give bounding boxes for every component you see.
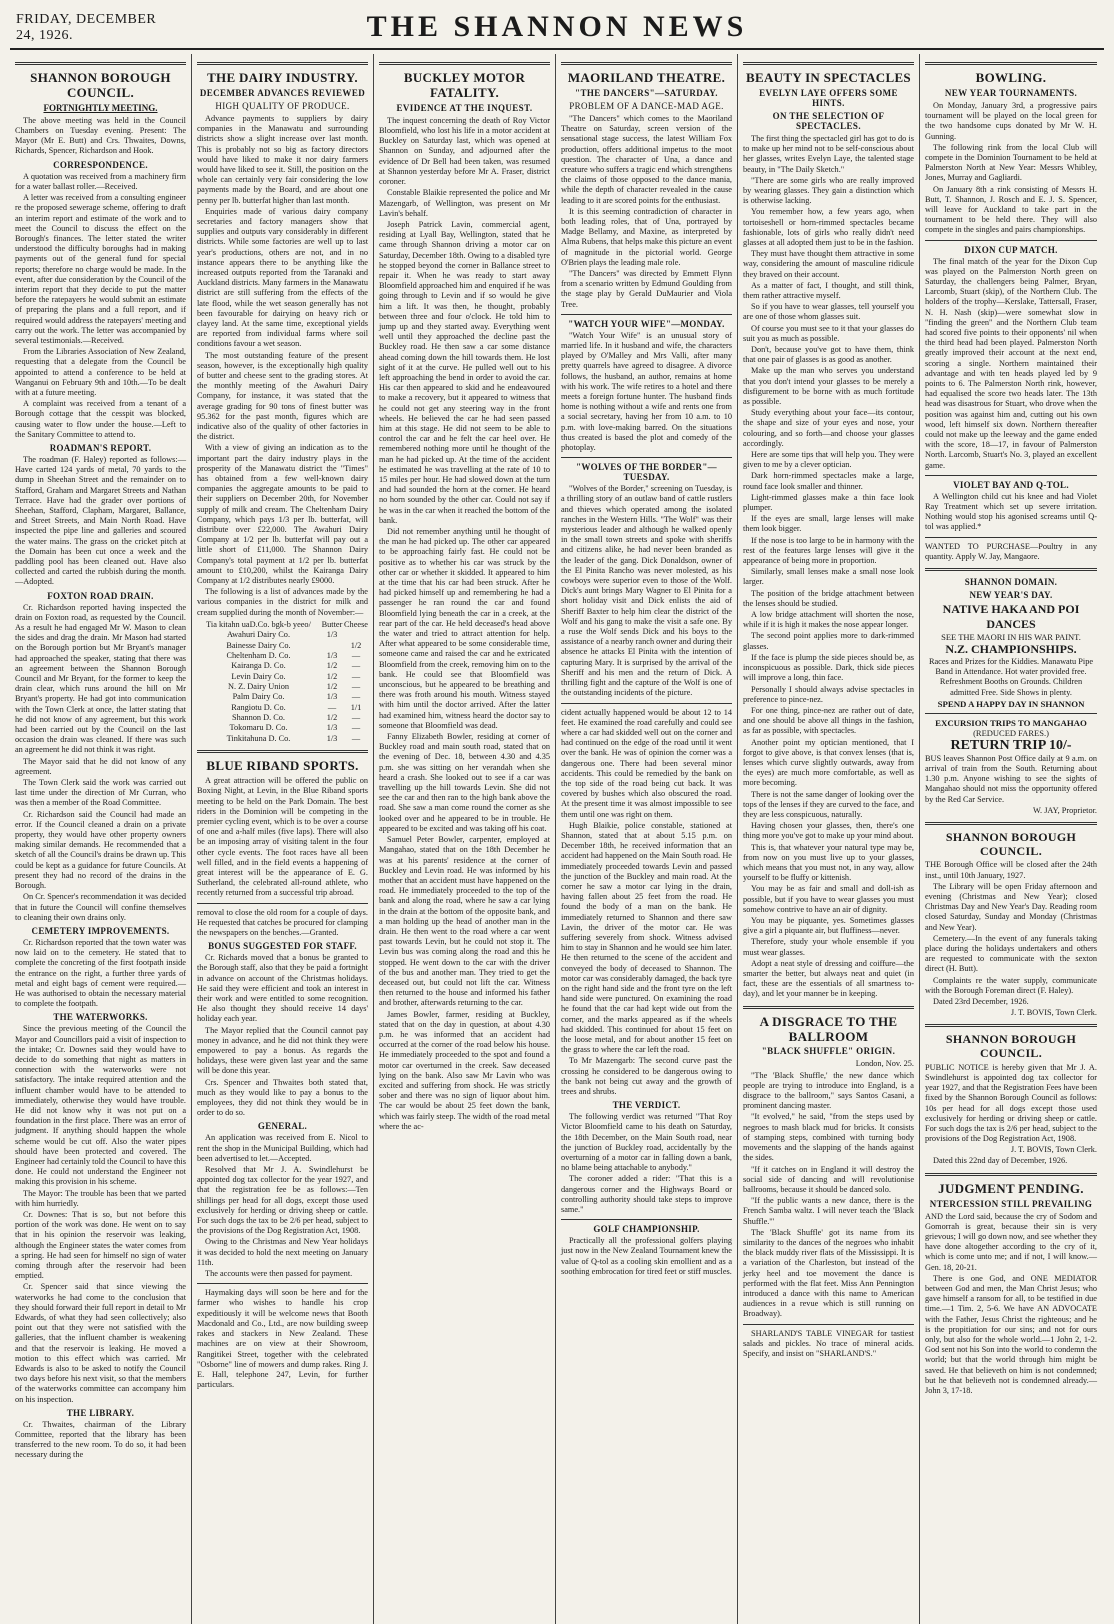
paragraph: Crs. Spencer and Thwaites both stated that, much as they would like to pay a bonus to the employees, they did not think they would be in order to do so. <box>197 1077 368 1118</box>
paragraph: The 'Black Shuffle' got its name from its similarity to the dances of the negroes who inhabit the black muddy river flats of the Mississippi. It is a variation of the Charleston, but instead of the jerky heel and toe movement the dance is performed with the flat feet. Miss Ann Pennington introduced a dance with this name to American audiences in a revue which is still running on Broadway). <box>743 1227 914 1319</box>
advance-table <box>197 620 368 744</box>
paragraph: The accounts were then passed for payment. <box>205 1269 353 1279</box>
table-cell: N. Z. Dairy Union <box>227 682 290 692</box>
paragraph: "There are some girls who are really improved by wearing glasses. They gain a distinction which is otherwise lacking. <box>743 175 914 206</box>
table-header-cell: Cheese <box>344 619 368 629</box>
dateline: London, Nov. 25. <box>855 1059 914 1069</box>
signature: J. T. BOVIS, Town Clerk. <box>1010 1145 1097 1155</box>
article-headline: BLUE RIBAND SPORTS. <box>206 758 359 774</box>
paragraph: As a matter of fact, I thought, and still think, them rather attractive myself. <box>743 280 914 300</box>
paragraph: You may be as fair and small and doll-ish as possible, but if you have to wear glasses you must somehow contrive to have an air of dignity. <box>743 884 914 914</box>
section-heading: VIOLET BAY AND Q-TOL. <box>953 479 1069 490</box>
paragraph: The roadman (F. Haley) reported as follows:—Have carted 124 yards of metal, 70 yards to the dump in Sheehan Street and the remainder on to Stafford, Graham and Margaret Streets and Nathan Terrace. Have had the grader over portions of Sheehan, Stafford, Clapham, Margaret, Ballance, and Street Streets, and Main North Road. Have inspected the pipe line and galleries and scoured the water mains. The grass on the cricket pitch at the Domain has been cut once a week and the paddling pool has been cleaned out. Have also collected and carted the rubbish during the month.—Adopted. <box>15 454 186 587</box>
column-5 <box>738 54 920 1624</box>
paragraph: The final match of the year for the Dixon Cup was played on the Palmerston North green on Saturday, the challengers being Palmer, Bryan, Larcomb, Stuart (skip), of the Northern Club. The holders of the trophy—Kerslake, Tattersall, Fraser, N. H. Nash (skip)—were somewhat slow in "finding the green" and the Northern Club team had scored five points to their opponents' nil when the third head had been played. Palmerston North greatly improved their account at the next end, scoring a single. Northern maintained their advantage and with ten heads played led by 9 points to 6. The Palmerston North rink, however, had equalised the score two heads later. The 13th head was disastrous for Stuart, who drove when the position was against him and, cutting out his own wood, left himself six down. Northern thereafter could not make up the leeway and the game ended with the score, 18—17, in favour of Palmerston North. Larcomb, Stuart's No. 3, played an excellent game. <box>925 256 1097 470</box>
table-row <box>197 692 368 702</box>
section-heading: SHANNON DOMAIN. <box>964 577 1058 588</box>
divider <box>925 1024 1097 1027</box>
paragraph: A letter was received from a consulting engineer re the proposed sewerage scheme, offering to draft an interim report and estimate of the work and to meet the Council to discuss the effect on the Borough's finances. The letter stated the writer understood the difficulty boroughs had in making payments out of the general fund for special reports; therefore no charge would be made. In the event, after due consideration by the Council of the interim report that they decide to put the matter before the ratepayers he would submit an estimate of preparing the plans and a full report, and if required would address the ratepayers' meeting and carry out the work. The letter was accompanied by several testimonials.—Received. <box>15 193 186 345</box>
table-cell: — <box>351 692 361 702</box>
paragraph: The following verdict was returned "That Roy Victor Bloomfield came to his death on Saturday, the 18th December, on the Main South road, near the junction of Buckley road, accidentally by the overturning of a motor car in falling down a bank, no blame being attachable to anybody." <box>561 1112 732 1173</box>
table-row <box>197 703 368 713</box>
paragraph: For one thing, pince-nez are rather out of date, and one should be above all things in the fashion, as far as possible, with spectacles. <box>743 705 914 736</box>
table-cell: — <box>351 713 361 723</box>
article-headline: BEAUTY IN SPECTACLES <box>746 70 911 85</box>
section-heading: CORRESPONDENCE. <box>53 159 148 170</box>
paragraph: Here are some tips that will help you. They were given to me by a clever optician. <box>743 450 914 470</box>
table-cell: — <box>327 702 337 712</box>
article-subhead: HIGH QUALITY OF PRODUCE. <box>215 100 350 111</box>
table-cell: 1/3 <box>326 650 338 660</box>
divider <box>925 240 1097 241</box>
paragraph: If the face is plump the side pieces should be, as inconspicuous as possible. Dark, thick side pieces will improve a long, thin face. <box>743 652 914 683</box>
paragraph: Make up the man who serves you understand that you don't intend your glasses to be merely a disfigurement to be borne with as much fortitude as possible. <box>743 366 914 407</box>
paragraph: Dated 23rd December, 1926. <box>933 997 1029 1007</box>
table-row <box>197 661 368 671</box>
table-cell: — <box>351 661 361 671</box>
paragraph: "Wolves of the Border," screening on Tuesday, is a thrilling story of an outlaw band of cattle rustlers and thieves which operated among the isolated ranches in the Western Hills. "The Wolf" was their mysterious leader and although he walked openly in the small town streets and spoke with sheriffs and citizens alike, he had never been branded as the leader of the gang. Dick Donaldson, owner of the El Pinita Rancho was never molested, as his cowboys were superior even to those of the Wolf. Dick's aunt brings Mary Wagner to El Pinita for a short holiday visit and Dick enlists the aid of Sheriff Baxter to help him clear the district of the Wolf and his gang to make the visit a safe one. By a ruse the Wolf sends Dick and his boys to the assistance of a nearby ranch owner and during their absence he attacks El Pinita with the intention of capturing Mary. It is surprised by the arrival of the Sheriff and his men and the return of Dick. A thrilling fight and the capture of the Wolf is one of the outstanding incidents of the picture. <box>561 484 732 698</box>
paragraph: Did not remember anything until he thought of the man he had picked up. The other car appeared to be approaching fairly fast. He could not be positive as to whether his car was struck by the other car or whether it skidded. It appeared to him at the time that his car had been struck. After he had picked himself up and remembering he had a passenger he ran round the car and found Bloomfield lying beneath the car in a creek, at the rear part of the car. He held deceased's head above the water and tried to attract attention for help. After what appeared to be some considerable time, someone came and raised the car and he extricated Bloomfield from the creek, removing him on to the bank. He could see that Bloomfield was unconscious, but he appeared to be breathing and there was froth around his mouth. Witness stayed with him until the doctor arrived. After the latter had examined him, witness heard the doctor say to someone that Bloomfield was dead. <box>379 527 550 730</box>
table-cell: 1/1 <box>350 702 362 712</box>
paragraph: Similarly, small lenses make a small nose look larger. <box>743 567 914 587</box>
paragraph: You remember how, a few years ago, when tortoiseshell or horn-rimmed spectacles became fashionable, lots of girls who really didn't need glasses at all adopted them just to be in the fashion. <box>743 207 914 247</box>
article-subhead: "BLACK SHUFFLE" ORIGIN. <box>761 1046 896 1057</box>
table-cell: Bainesse Dairy Co. <box>226 640 291 650</box>
section-heading: THE WATERWORKS. <box>53 1012 148 1023</box>
article-headline: BUCKLEY MOTOR FATALITY. <box>403 70 526 100</box>
divider <box>925 568 1097 571</box>
paragraph: If the nose is too large to be in harmony with the rest of the features large lenses will give it the appearance of being more in proportion. <box>743 535 914 566</box>
article-subhead: ON THE SELECTION OF SPECTACLES. <box>772 110 885 131</box>
paragraph: "If the public wants a new dance, there is the French Samba waltz. I will never teach the 'Black Shuffle.'" <box>743 1196 914 1226</box>
article-headline: MAORILAND THEATRE. <box>567 70 726 85</box>
paragraph: Cr. Richardson reported that the town water was now laid on to the cemetery. He stated that to complete the concreting of the first footpath inside the entrance on the right, a further three yards of metal and eight bags of cement were required.—He was authorised to obtain the necessary material to complete the footpath. <box>15 937 186 1009</box>
divider <box>197 1283 368 1284</box>
table-cell: — <box>351 733 361 743</box>
paragraph: Cr. Downes: That is so, but not before this portion of the work was done. He went on to say that in his opinion the reservoir was leaking, although the Engineer states the water comes from a spring. He had seen for himself no sign of water coming through after the reservoir had been emptied. <box>15 1209 186 1281</box>
section-heading: GOLF CHAMPIONSHIP. <box>593 1224 700 1235</box>
section-heading: ROADMAN'S REPORT. <box>49 442 152 453</box>
section-heading: DIXON CUP MATCH. <box>964 244 1058 255</box>
paragraph: Therefore, study your whole ensemble if you must wear glasses. <box>743 937 914 957</box>
paragraph: Practically all the professional golfers playing just now in the New Zealand Tournament knew the value of Q-tol as a cooling skin emollient and as a soothing embrocation for tired feet or stiff muscles. <box>561 1236 732 1276</box>
paragraph: They must have thought them attractive in some way, considering the amount of masculine ridicule they braved on their account. <box>743 249 914 279</box>
section-heading: "WOLVES OF THE BORDER"—TUESDAY. <box>576 462 717 483</box>
paragraph: You may be piquante, yes. Sometimes glasses give a girl a piquante air, but fluffiness—never. <box>743 915 914 936</box>
article-headline: SHANNON BOROUGH COUNCIL. <box>945 829 1077 858</box>
paragraph: The most outstanding feature of the present season, however, is the exceptionally high quality of butter and cheese sent to the grading stores. At the monthly meeting of the Awahuri Dairy Company, for instance, it was stated that the average grading for 90 tons of finest butter was 95.362 for the past month, figures which are indicative also of the quality of other factories in the district. <box>197 350 368 442</box>
divider <box>379 62 550 65</box>
paragraph: The coroner added a rider: "That this is a dangerous corner and the Highways Board or controlling authority should take steps to improve same." <box>561 1174 732 1215</box>
paragraph: The following is a list of advances made by the various companies in the district for milk and cream supplied during the month of November:— <box>197 587 368 617</box>
table-cell: Levin Dairy Co. <box>231 671 286 681</box>
article-subhead: "THE DANCERS"—SATURDAY. <box>575 87 718 98</box>
ad-headline: RETURN TRIP 10/- <box>950 737 1072 753</box>
paragraph: Haymaking days will soon be here and for the farmer who wishes to handle his crop expeditiously it will be welcome news that Booth Macdonald and Co., Ltd., are now building sweep rakes and stackers in New Zealand. These machines are on view at their Showroom, Rangitikei Street, together with the celebrated "Osborne" line of mowers and dump rakes. Ring J. E. Hall, telephone 247, Levin, for further particulars. <box>197 1288 368 1390</box>
paragraph: From the Libraries Association of New Zealand, requesting that a delegate from the Council be appointed to attend a conference to be held at Wanganui on February 9th and 10th.—To be dealt with at a future meeting. <box>15 347 186 397</box>
paragraph: The second point applies more to dark-rimmed glasses. <box>743 631 914 651</box>
table-cell <box>344 630 368 640</box>
paragraph: Since the previous meeting of the Council the Mayor and Councillors paid a visit of inspection to the intake; Cr. Downes said they would have to decide to do something that night as matters in connection with the waterworks were not satisfactory. The intake required attention and the influent chamber would have to be attended to immediately, otherwise they would have trouble. He did not know why it was not put on a foundation in the first place. There was an error of judgment. If anything should happen the whole scheme would be cut off. Also the water pipes should have been protected and covered. The Engineer had certainly told the Council to have this done. He could not understand the Engineer not making this provision in his scheme. <box>15 1024 186 1187</box>
column-6 <box>920 54 1102 1624</box>
paragraph: Fanny Elizabeth Bowler, residing at corner of Buckley road and main south road, stated that on the evening of Dec. 18, between 4.30 and 4.35 p.m. she was sitting on her verandah when she heard a crash. She looked out to see if a car was travelling up the hill towards Levin. She did not see the car and then ran to the high bank above the road. She saw a man come round the corner as she looked over and he appeared to be in trouble. He appeared to be excited and was taking off his coat. <box>379 732 550 833</box>
paragraph: Advance payments to suppliers by dairy companies in the Manawatu and surrounding districts show a slight increase over last month. This is probably not so big as factory directors would have liked to make it nor dairy farmers would have liked to see it. Still, the position on the whole can certainly very fair considering the low payments made by the Board, and are about one penny per lb. butterfat higher than last month. <box>197 113 368 205</box>
paragraph: Enquiries made of various dairy company secretaries and factory managers show that supplies and outputs vary considerably in different districts. While some factories are well up to last year's productions, others are not, and in no instance appears there to be anything like the increased outputs reported from the Taranaki and Auckland districts. Many farmers in the Manawatu district are still suffering from the effects of the late flood, while the wet season generally has not been favourable for dairying on heavy rich or clayey land. At the same time, exceptional yields are reported from individual farms where soil conditions favour a wet season. <box>197 206 368 349</box>
divider <box>561 703 732 704</box>
divider <box>925 62 1097 65</box>
paragraph: So if you have to wear glasses, tell yourself you are one of those whom glasses suit. <box>743 302 914 322</box>
article-headline: A DISGRACE TO THE BALLROOM <box>759 1013 898 1044</box>
divider <box>925 822 1097 825</box>
divider <box>743 1324 914 1325</box>
paragraph: A Wellington child cut his knee and had Violet Ray Treatment which set up severe irritation. Nothing would stop his agonised screams until Q-tol was applied.* <box>925 491 1097 532</box>
table-cell: 1/2 <box>326 671 338 681</box>
paragraph: A low bridge attachment will shorten the nose, while if it is high it makes the nose appear longer. <box>743 610 914 630</box>
divider <box>197 62 368 65</box>
paragraph: This is, that whatever your natural type may be, from now on you must live up to your glasses, which means that you must not, in any way, allow yourself to be fluffy or kittenish. <box>743 842 914 883</box>
article-subhead: DECEMBER ADVANCES REVIEWED <box>199 87 366 98</box>
paragraph: Samuel Peter Bowler, carpenter, employed at Mangahao, stated that on the 18th December he was at his parents' residence at the corner of Buckley and Levin road. He was informed by his mother that an accident must have happened on the road. He immediately proceeded to the top of the bank and along the road, where he saw a car lying in the drain at the bottom of the opposite bank, and a man holding up the head of another man in the drain. He then went to the road where a car went past towards Levin, but he could not stop it. The Levin bus was coming along the road and this he stopped. He went down to the car with the driver of the bus and another man. They tried to get the deceased out, but could not lift the car. Witness then returned to the house and informed his father and brother, afterwards returning to the car. <box>379 835 550 1008</box>
paragraph: Light-rimmed glasses make a thin face look plumper. <box>743 492 914 513</box>
table-cell: Rangiotu D. Co. <box>231 702 286 712</box>
paragraph: The Mayor replied that the Council cannot pay money in advance, and he did not think they were empowered to pay a bonus. As regards the holidays, these were given last year and the same will be done this year. <box>197 1025 368 1076</box>
classified-ad: WANTED TO PURCHASE—Poultry in any quantity. Apply W. Jay, Mangaore. <box>925 541 1097 561</box>
paragraph: Of course you must see to it that your glasses do suit you as much as possible. <box>743 323 914 343</box>
paragraph: AND the Lord said, because the cry of Sodom and Gomorrah is great, because their sin is very grievous; I will go down now, and see whether they have done altogether according to the cry of it, which is come unto me; and if not, I will know.—Gen. 18, 20-21. <box>925 1211 1097 1272</box>
paragraph: The above meeting was held in the Council Chambers on Tuesday evening. Present: The Mayor (Mr E. Butt) and Crs. Thwaites, Downs, Richards, Spencer, Richardson and Hook. <box>15 115 186 156</box>
divider <box>15 62 186 65</box>
table-cell: — <box>351 723 361 733</box>
article-headline: SHANNON BOROUGH COUNCIL. <box>30 70 171 100</box>
paragraph: If the eyes are small, large lenses will make them look bigger. <box>743 514 914 534</box>
paragraph: Owing to the Christmas and New Year holidays it was decided to hold the next meeting on January 11th. <box>197 1237 368 1267</box>
table-row <box>197 672 368 682</box>
signature: J. T. BOVIS, Town Clerk. <box>1010 1008 1097 1018</box>
paragraph: A complaint was received from a tenant of a Borough cottage that the cesspit was blocked, causing water to flow under the house.—Left to the Sanitary Committee to attend to. <box>15 399 186 439</box>
paragraph: Another point my optician mentioned, that I forgot to give above, is that convex lenses (that is, lenses which curve slightly outwards, away from the eyes) are much more comfortable, as well as more becoming. <box>743 737 914 788</box>
section-heading: BONUS SUGGESTED FOR STAFF. <box>208 941 357 952</box>
table-cell: — <box>351 682 361 692</box>
paragraph: An application was received from E. Nicol to rent the shop in the Municipal Building, which had been advertised to let.—Accepted. <box>197 1133 368 1163</box>
table-cell: 1/3 <box>326 733 338 743</box>
table-cell: Awahuri Dairy Co. <box>226 630 291 640</box>
paragraph: Dark horn-rimmed spectacles make a large, round face look smaller and thinner. <box>743 471 914 491</box>
table-cell: 1/3 <box>326 723 338 733</box>
article-subhead: NEW YEAR TOURNAMENTS. <box>944 87 1078 98</box>
article-subhead: EVIDENCE AT THE INQUEST. <box>396 102 533 113</box>
paragraph: "It evolved," he said, "from the steps used by negroes to mash black mud for bricks. It consists of stamping steps, combined with turning body movements and the slapping of the hands against the sides. <box>743 1112 914 1163</box>
table-cell: — <box>351 671 361 681</box>
paragraph: The position of the bridge attachment between the lenses should be studied. <box>743 588 914 608</box>
paragraph: Study everything about your face—its contour, the shape and size of your eyes and nose, your colouring, and so forth—and choose your glasses accordingly. <box>743 408 914 448</box>
paragraph: SHARLAND'S TABLE VINEGAR for tastiest salads and pickles. No trace of mineral acids. Specify, and insist on "SHARLAND'S." <box>743 1328 914 1358</box>
column-4 <box>556 54 738 1624</box>
article-subhead: PROBLEM OF A DANCE-MAD AGE. <box>569 100 724 111</box>
ad-body: BUS leaves Shannon Post Office daily at 9 a.m. on arrival of train from the South. Returning about 1.30 p.m. Anyone wishing to see the sights of Mangahao should not miss the opportunity offered by the Red Car Service. <box>925 753 1097 804</box>
table-row <box>197 630 368 640</box>
paragraph: "Watch Your Wife" is an unusual story of married life. In it husband and wife, the characters played by O'Malley and Mrs Valli, after many pretty quarrels have agreed to disagree. A divorce follows, the husband, an author, remains at home with his work. The wife retires to a hotel and there meets a foreign fortune hunter. The husband finds home is nothing without a wife and rents one from a social secretary, having her from 10 a.m. to 10 p.m. with love-making barred. On the situations thus created is based the plot and comedy of the photoplay. <box>561 330 732 453</box>
table-cell: 1/3 <box>326 630 338 640</box>
columns <box>10 54 1104 1624</box>
table-cell: Tokomaru D. Co. <box>229 723 288 733</box>
paragraph: Cemetery.—In the event of any funerals taking place during the holidays undertakers and others are requested to communicate with the sexton direct (H. Butt). <box>925 933 1097 974</box>
paragraph: cident actually happened would be about 12 to 14 feet. He examined the road carefully and could see where a car had skidded well out on the corner and had continued on the edge of the road until it went over the bank. He was of opinion the corner was a dangerous one. There had been several minor accidents. This could be remedied by the bank on the top side of the road being cut back. It was covered by bushes which also obscured the road. At the present time it was almost impossible to see them until one was right on them. <box>561 707 732 819</box>
paragraph: "If it catches on in England it will destroy the social side of dancing and will revolutionise ballrooms, because it should be danced solo. <box>743 1164 914 1194</box>
divider <box>197 903 368 904</box>
article-headline: BOWLING. <box>975 70 1047 85</box>
article-headline: JUDGMENT PENDING. <box>938 1180 1084 1196</box>
table-cell <box>320 641 344 651</box>
section-heading: NEW YEAR'S DAY. <box>969 590 1053 601</box>
section-heading: THE LIBRARY. <box>66 1407 135 1418</box>
column-1 <box>10 54 192 1624</box>
table-cell: 1/2 <box>326 661 338 671</box>
paragraph: Cr. Spencer said that since viewing the waterworks he had come to the conclusion that they should forward their full report in detail to Mr Edwards, of what they had seen collectively; also point out that they were not satisfied with the galleries, that the influent chamber is weakening and that the reservoir is leaking. He moved a motion to this effect which was carried. Mr Edwards is also to be asked to notify the Council two days before his next visit, so that the members of the waterworks committee can accompany him on his inspection. <box>15 1282 186 1404</box>
table-cell: Shannon D. Co. <box>231 713 285 723</box>
column-3 <box>374 54 556 1624</box>
column-2 <box>192 54 374 1624</box>
paragraph: On January 8th a rink consisting of Messrs H. Butt, T. Shannon, J. Rosch and E. J. S. Spencer, will leave for Auckland to take part in the tournament to be held there. They will also compete in the singles and pairs championships. <box>925 184 1097 235</box>
table-row <box>197 723 368 733</box>
paragraph: On Monday, January 3rd, a progressive pairs tournament will be played on the local green for the two handsome cups donated by Mr W. H. Gunning. <box>925 100 1097 141</box>
paragraph: A great attraction will be offered the public on Boxing Night, at Levin, in the Blue Riband sports meeting to be held on the Park Domain. The best riders in the Dominion will be competing in the premier cycling event, which is to be over a course of one and a-half miles (five laps). There will also be an imposing array of visiting talent in the four other cycle events. The foot races have all been well filled, and in the field events a happening of great interest will be the appearance of E. G. Sutherland, the celebrated all-round athlete, who recently returned from a successful trip abroad. <box>197 776 368 898</box>
table-row <box>197 651 368 661</box>
section-heading: GENERAL. <box>257 1121 308 1132</box>
divider <box>561 62 732 65</box>
paragraph: PUBLIC NOTICE is hereby given that Mr J. A. Swindlehurst is appointed dog tax collector for year 1927, and that the Registration Fees have been fixed by the Shannon Borough Council as follows: 10s per head for all dogs except those used exclusively for herding or driving sheep or cattle. For such dogs the tax is 2/6 per head, subject to the provisions of the Dog Registration Act, 1908. <box>925 1062 1097 1144</box>
paragraph: There is one God, and ONE MEDIATOR between God and men, the Man Christ Jesus; who gave himself a ransom for all, to be testified in due time.—1 Tim. 2, 5-6. We have AN ADVOCATE with the Father, Jesus Christ the righteous; and he is the propitiation for our sins; and not for ours only, but also for the whole world.—1 John 2, 1-2. God sent not his Son into the world to condemn the world; but that the world through him might be saved. He that believeth on him is not condemned; but he that believeth not is condemned already.—John 3, 17-18. <box>925 1273 1097 1395</box>
article-subhead: EVELYN LAYE OFFERS SOME HINTS. <box>759 87 898 108</box>
paragraph: The inquest concerning the death of Roy Victor Bloomfield, who lost his life in a motor accident at Buckley on Saturday last, which was opened at Shannon on Sunday, and adjourned after the evidence of Dr Bell had been taken, was resumed at Shannon yesterday before Mr A. Fraser, district coroner. <box>379 115 550 187</box>
section-heading: "WATCH YOUR WIFE"—MONDAY. <box>568 318 725 329</box>
paragraph: Complaints re the water supply, communicate with the Borough Foreman direct (F. Haley). <box>925 975 1097 995</box>
divider <box>743 1006 914 1009</box>
table-cell: — <box>351 650 361 660</box>
newspaper-title: THE SHANNON NEWS <box>366 10 748 43</box>
paragraph: The following rink from the local Club will compete in the Dominion Tournament to be held at Palmerston North at New Year: Messrs Whibley, Jones, Murray and Gagliardi. <box>925 142 1097 183</box>
divider <box>925 537 1097 538</box>
paragraph: Hugh Blaikie, police constable, stationed at Shannon, stated that at about 5.15 p.m. on December 18th, he received information that an accident had happened on the Main South road. He immediately proceeded towards Levin and passed the junction of the Buckley and main road. At the corner he saw a motor car lying in the drain, having fallen about 25 feet from the road. He found the body of a man on the bank. He immediately returned to Shannon and there saw Lavin, the driver of the motor car. He was suffering severely from shock. Witness advised him to stay in Shannon and he would see him later. He then returned to the scene of the accident and conveyed the body of deceased to Shannon. The motor car was considerably damaged, the back tyre on the right hand side and the front tyre on the left hand side were punctured. On examining the road he found that the car had kept wide out from the corner, and the marks appeared as if the wheels had skidded. This continued for about 15 feet on the loose metal, and for about another 15 feet on the grass to where the car left the road. <box>561 820 732 1055</box>
divider <box>561 1219 732 1220</box>
signature: W. JAY, Proprietor. <box>1032 805 1097 815</box>
table-row <box>197 682 368 692</box>
paragraph: The Mayor said that he did not know of any agreement. <box>15 756 186 776</box>
table-cell: 1/2 <box>326 682 338 692</box>
paragraph: removal to close the old room for a couple of days. He requested that catches be procured for clamping the newspapers on the benches.—Granted. <box>197 907 368 937</box>
paragraph: "The 'Black Shuffle,' the new dance which people are trying to introduce into England, is a disgrace to the ballroom," says Santos Casani, a prominent dancing master. <box>743 1070 914 1111</box>
divider <box>925 475 1097 476</box>
ad-headline: N.Z. CHAMPIONSHIPS. <box>945 642 1077 657</box>
paragraph: James Bowler, farmer, residing at Buckley, stated that on the day in question, at about 4.30 p.m. he was informed that an accident had occurred at the corner of the road below his house. He immediately proceeded to the spot and found a motor car overturned in the creek. Saw deceased lying on the bank. Also saw Mr Lavin who was excited and suffering from shock. He was strictly sober and there was no sign of liquor about him. The car would be about 25 feet down the bank, which was fairly steep. The width of the road metal where the ac- <box>379 1009 550 1131</box>
paragraph: The Town Clerk said the work was carried out last time under the direction of Mr Curran, who was then a member of the Road Committee. <box>15 778 186 808</box>
paragraph: It is this seeming contradiction of character in both leading roles, that of Una, portrayed by Madge Bellamy, and Maxine, as interpreted by Alma Rubens, that helps make this picture an event of magnitude in the pictorial world. George O'Brien plays the leading male role. <box>561 206 732 267</box>
divider <box>743 62 914 65</box>
ad-headline: EXCURSION TRIPS TO MANGAHAO <box>935 717 1087 728</box>
paragraph: Cr. Thwaites, chairman of the Library Committee, reported that the library has been transferred to the new room. To do so, it had been necessary during the <box>15 1419 186 1460</box>
paragraph: With a view of giving an indication as to the important part the dairy industry plays in the prosperity of the Manawatu district the "Times" has obtained from a few well-known dairy companies the aggregate amounts to be paid to their suppliers on December 20th, for November supply of milk and cream. The Cheltenham Dairy Company, which pays 1/3 per lb. butterfat, will distribute over £22,000. The Awahuri Dairy Company at 1/2 per lb. butterfat will pay out a little short of £11,000. The Shannon Dairy Company's total payment at 1/2 per lb. butterfat amount to £10,200, whilst the Kairanga Dairy Company at 1/2 distributes nearly £9000. <box>197 443 368 586</box>
table-cell: 1/2 <box>350 640 362 650</box>
paragraph: Having chosen your glasses, then, there's one thing more you've got to make up your mind about. <box>743 821 914 841</box>
divider <box>561 457 732 458</box>
paragraph: Adopt a neat style of dressing and coiffure—the smarter the better, but always neat and quiet (in fact, these are the essentials of all smartness to-day), and let your manner be in keeping. <box>743 958 914 999</box>
paragraph: Resolved that Mr J. A. Swindlehurst be appointed dog tax collector for the year 1927, and that the registration fee be as follows:—Ten shillings per head for all dogs, except those used exclusively for herding or driving sheep or cattle. For such dogs the tax to be 2/6 per head, subject to the provisions of the Dog Registration Act, 1908. <box>197 1165 368 1236</box>
ad-headline: SPEND A HAPPY DAY IN SHANNON <box>937 698 1085 709</box>
table-row <box>197 641 368 651</box>
table-cell: Tinkitahuna D. Co. <box>226 733 291 743</box>
paragraph: Personally I should always advise spectacles in preference to pince-nez. <box>743 684 914 704</box>
table-cell: Cheltenham D. Co. <box>226 650 291 660</box>
table-row <box>197 713 368 723</box>
paragraph: On Cr. Spencer's recommendation it was decided that in future the Council will confine themselves to cleaning their own drains only. <box>15 892 187 922</box>
issue-date: FRIDAY, DECEMBER 24, 1926. <box>16 12 157 43</box>
divider <box>197 750 368 753</box>
divider <box>925 713 1097 714</box>
paragraph: Cr. Richardson said the Council had made an error. If the Council cleaned a drain on a private property, they would have other property owners making similar demands. He recommended that a sketch of all the Council's drains be drawn up. This could be kept as a guidance for future Councils. At present they had no record of the drains in the Borough. <box>15 809 186 891</box>
table-header <box>197 620 368 630</box>
article-subhead: FORTNIGHTLY MEETING. <box>43 102 158 113</box>
paragraph: The Library will be open Friday afternoon and evening (Christmas and New Year); closed Christmas Day and New Year's Day. Reading room closed Saturday, Sunday and Monday (Christmas and New Year). <box>925 881 1097 932</box>
paragraph: Cr. Richardson reported having inspected the drain on Foxton road, as requested by the Council. As a result he had engaged Mr W. Mason to clean the sides and drag the drain. Mr Mason had started on the Borough portion but Mr Bryant's manager had approached the speaker, stating that there was an agreement between the Shannon Borough Council and Mr Bryant, for the former to keep the drain clear, which runs around the hill on Mr Bryant's property. He had got into communication with the Town Clerk at once, the latter stating that he did not know of any agreement, but this work had been carried out by the Council on the last occasion the drain was cleaned. If there was such an agreement he did not think it was right. <box>15 602 186 755</box>
paragraph: The Mayor: The trouble has been that we parted with him hurriedly. <box>15 1188 186 1208</box>
table-cell: 1/3 <box>326 692 338 702</box>
table-cell: Palm Dairy Co. <box>232 692 285 702</box>
ad-subline: (REDUCED FARES.) <box>973 727 1049 738</box>
paragraph: "The Dancers" which comes to the Maoriland Theatre on Saturday, screen version of the sensational stage success, the latest William Fox production, offers additional impetus to the moot question. The character of Una, a dance and creature who suffers a tragic end which strengthens the claims of those opposed to the dance mania, while the depth of character revealed in the cause leading to it are scored points for the enthusiast. <box>561 113 732 205</box>
paragraph: Joseph Patrick Lavin, commercial agent, residing at Lyall Bay, Wellington, stated that he came through Shannon driving a motor car on Saturday, December 18th. Owing to a disabled tyre he stopped beyond the corner in Ballance street to repair it. When he was ready to start away Bloomfield approached him and enquired if he was going through to Levin and if so would he give him a lift. It was then, he thought, probably between three and four o'clock. He told him to jump up and they started away. Everything went well until they approached the decline past the Buckley road. He then saw a car some distance ahead coming down the hill towards them. He lost sight of it at the curve. He pulled well out to his left approaching the bend in order to avoid the car. His car then appeared to skid and he endeavoured to make a recovery, but it appeared to witness that he could not get any steering way in the front wheels. He believed the car he had seen passed him at this stage. He did not seem to be able to control the car and he felt the car heel over. He remembered nothing more until he thought of the man he had picked up. At the time of the accident he estimated he was travelling at the rate of 10 to 15 miles per hour. He had slowed down at the turn and had sounded the horn at the corner. He heard no horn sounded by the other car. Could not say if he was in the car when it reached the bottom of the bank. <box>379 219 550 525</box>
table-cell: Kairanga D. Co. <box>231 661 286 671</box>
masthead <box>10 4 1104 50</box>
section-heading: CEMETERY IMPROVEMENTS. <box>31 925 170 936</box>
table-cell: 1/2 <box>326 713 338 723</box>
paragraph: "The Dancers" was directed by Emmett Flynn from a scenario written by Edmund Goulding from the stage play by Gerald DuMaurier and Viola Tree. <box>561 268 732 309</box>
ad-body: Races and Prizes for the Kiddies. Manawatu Pipe Band in Attendance. Hot water provided free. Refreshment Booths on Grounds. Children admitted Free. Side Shows in plenty. <box>928 657 1094 697</box>
paragraph: The first thing the spectacled girl has got to do is to make up her mind not to be self-conscious about her glasses, writes Evelyn Laye, the talented stage beauty, in "The Daily Sketch." <box>743 133 914 174</box>
paragraph: A quotation was received from a machinery firm for a water ballast roller.—Received. <box>15 171 186 191</box>
paragraph: To Mr Mazengarb: The second curve past the crossing he considered to be dangerous owing to the bank not being cut away and the growth of trees and shrubs. <box>561 1056 732 1097</box>
ad-subline: SEE THE MAORI IN HIS WAR PAINT. <box>941 632 1081 643</box>
paragraph: Constable Blaikie represented the police and Mr Mazengarb, of Wellington, was present on Mr Lavin's behalf. <box>379 188 550 218</box>
paragraph: THE Borough Office will be closed after the 24th inst., until 10th January, 1927. <box>925 860 1097 880</box>
article-headline: SHANNON BOROUGH COUNCIL. <box>945 1032 1077 1061</box>
section-heading: FOXTON ROAD DRAIN. <box>47 590 154 601</box>
ad-headline: NATIVE HAKA AND POI DANCES <box>942 602 1080 632</box>
paragraph: Cr. Richards moved that a bonus be granted to the Borough staff, also that they be paid a fortnight in advance on account of the Christmas holidays. He said they were efficient and took an interest in their work and were entitled to some recognition. He also thought they should receive 14 days' holiday each year. <box>197 953 368 1024</box>
article-headline: THE DAIRY INDUSTRY. <box>207 70 358 85</box>
paragraph: Dated this 22nd day of December, 1926. <box>933 1156 1068 1166</box>
table-row <box>197 734 368 744</box>
table-header-cell: Tia kitahn uaD.Co. bgk-b yeeo/ <box>206 619 311 629</box>
paragraph: Don't, because you've got to have them, think that one pair of glasses is as good as another. <box>743 345 914 365</box>
article-subhead: NTERCESSION STILL PREVAILING <box>929 1198 1093 1209</box>
divider <box>561 314 732 315</box>
table-header-cell: Butter <box>321 619 343 629</box>
paragraph: There is not the same danger of looking over the tops of the lenses if they are curved to the face, and they are less conspicuous, naturally. <box>743 789 914 819</box>
section-heading: THE VERDICT. <box>612 1100 681 1111</box>
divider <box>925 1173 1097 1176</box>
